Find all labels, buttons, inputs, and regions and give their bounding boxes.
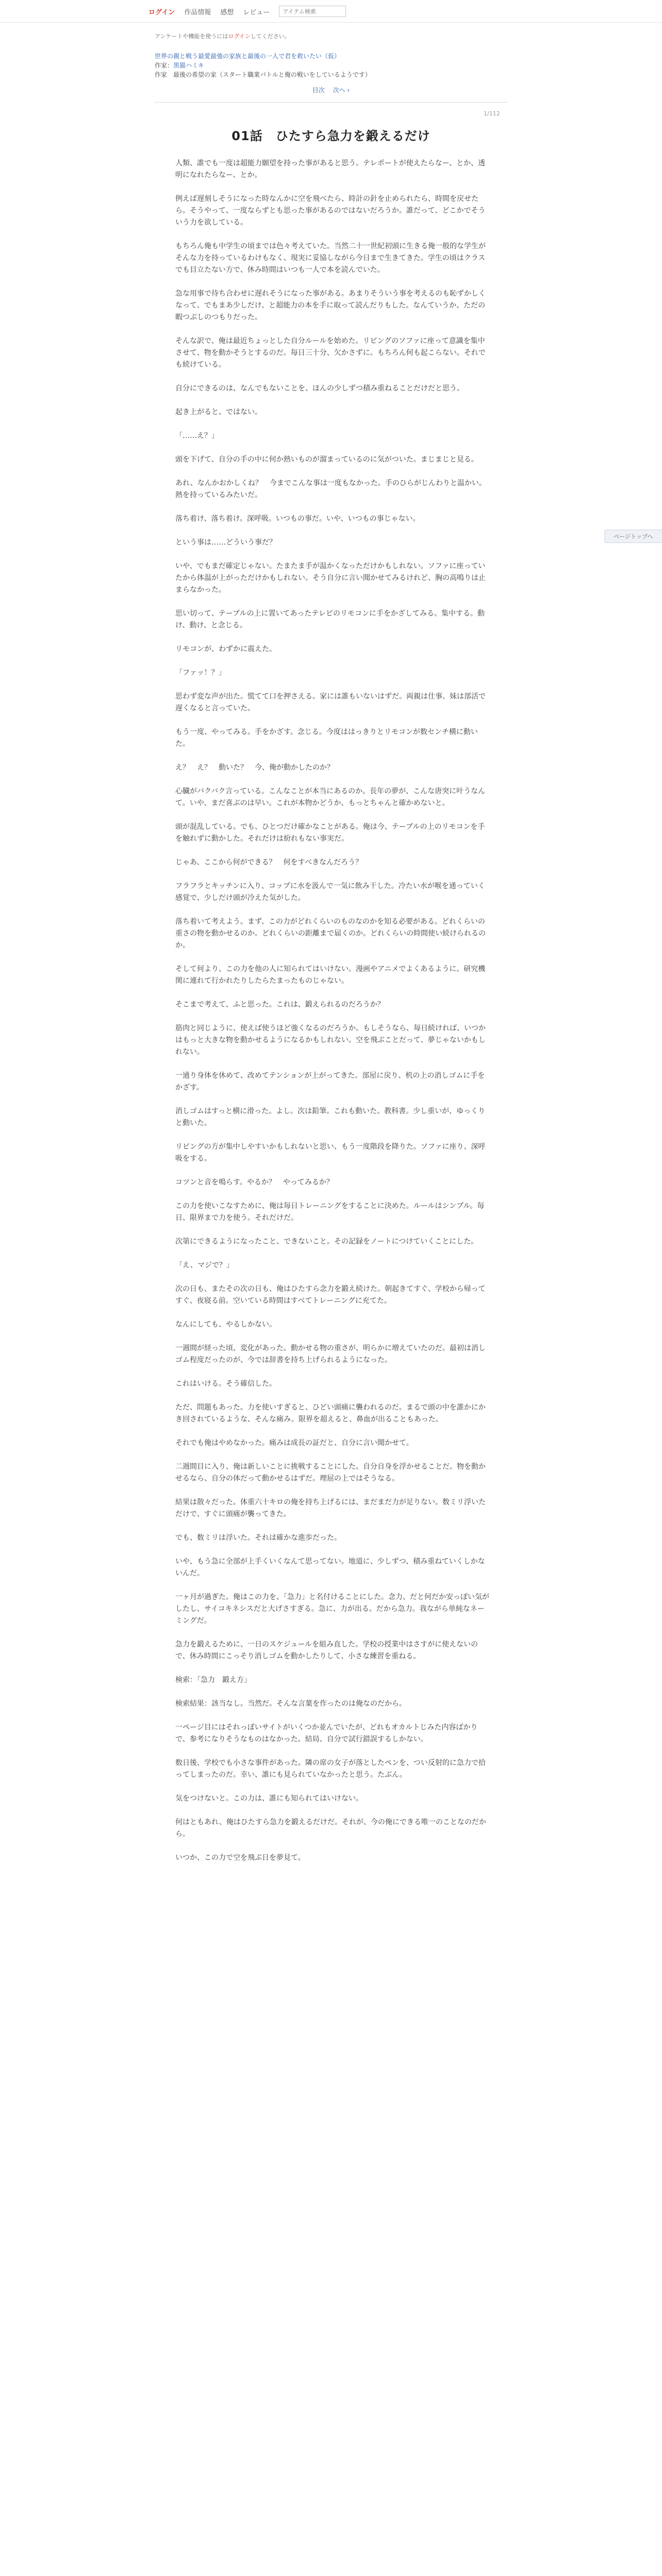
search-input[interactable]: [279, 6, 346, 17]
top-navigation-bar: [0, 0, 662, 23]
body-paragraph: 思い切って、テーブルの上に置いてあったテレビのリモコンに手をかざしてみる。集中する。動け、動け、と念じる。: [175, 609, 485, 630]
login-notice: [155, 32, 290, 40]
chapter-title: 01話 ひたすら急力を鍛えるだけ: [231, 129, 431, 143]
body-paragraph: 「え、マジで？」: [175, 1261, 234, 1269]
body-paragraph: 一週間が経った頃、変化があった。動かせる物の重さが、明らかに増えていたのだ。最初は消しゴム程度だったのが、今では辞書を持ち上げられるようになった。: [175, 1344, 486, 1364]
body-paragraph: でも、数ミリは浮いた。それは確かな進歩だった。: [175, 1534, 341, 1542]
body-paragraph: 急な用事で待ち合わせに遅れそうになった事がある。あまりそういう事を考えるのも恥ずかしくなって、でもまあ少しだけ、と超能力の本を手に取って読んだりもした。なんていうか、ただの暇つぶしのつもりだった。: [175, 290, 486, 321]
body-paragraph: 次第にできるようになったこと、できないこと。その記録をノートにつけていくことにした。: [175, 1238, 478, 1246]
work-author-line: [155, 61, 516, 70]
login-notice-prefix: アンケートや機能を使うには: [155, 33, 228, 40]
body-paragraph: 筋肉と同じように、使えば使うほど強くなるのだろうか。もしそうなら、毎日続ければ、いつかはもっと大きな物を動かせるようになるかもしれない。空を飛ぶことだって、夢じゃないかもしれない。: [175, 1024, 486, 1056]
body-paragraph: という事は……どういう事だ？: [175, 538, 276, 547]
body-paragraph: 一通り身体を休めて、改めてテンションが上がってきた。部屋に戻り、机の上の消しゴムに手をかざす。: [175, 1072, 485, 1092]
body-paragraph: そして何より、この力を他の人に知られてはいけない。漫画やアニメでよくあるように、研究機関に連れて行かれたりしたらたまったものじゃない。: [175, 965, 486, 985]
work-info-line: 作家 最後の希望の家（スタート職業バトルと俺の戦いをしているようです）: [155, 71, 371, 78]
body-paragraph: 一ページ目にはそれっぽいサイトがいくつか並んでいたが、どれもオカルトじみた内容ばかりで、参考になりそうなものはなかった。結局、自分で試行錯誤するしかない。: [175, 1723, 478, 1743]
table-of-contents-link[interactable]: 目次: [312, 87, 325, 94]
login-link[interactable]: ログイン: [148, 8, 175, 16]
body-paragraph: 検索結果：該当なし。当然だ。そんな言葉を作ったのは俺なのだから。: [175, 1700, 406, 1708]
body-paragraph: 頭が混乱している。でも、ひとつだけ確かなことがある。俺は今、テーブルの上のリモコンを手を触れずに動かした。それだけは紛れもない事実だ。: [175, 823, 485, 843]
body-paragraph: そんな訳で、俺は最近ちょっとした自分ルールを始めた。リビングのソファに座って意識を集中させて、物を動かそうとするのだ。毎日三十分、欠かさずに。もちろん何も起こらない。それでも続けている。: [175, 337, 486, 369]
body-paragraph: ただ、問題もあった。力を使いすぎると、ひどい頭痛に襲われるのだ。まるで頭の中を誰かにかき回されているような、そんな痛み。限界を超えると、鼻血が出ることもあった。: [175, 1403, 486, 1423]
chapter-pager: [0, 86, 662, 94]
body-paragraph: 気をつけないと。この力は、誰にも知られてはいけない。: [175, 1794, 363, 1803]
body-paragraph: 結果は散々だった。体重六十キロの俺を持ち上げるには、まだまだ力が足りない。数ミリ浮いただけで、すぐに頭痛が襲ってきた。: [175, 1498, 486, 1518]
body-paragraph: 思わず変な声が出た。慌てて口を押さえる。家には誰もいないはずだ。両親は仕事、妹は部活で遅くなると言っていた。: [175, 692, 486, 713]
body-paragraph: 「……え？」: [175, 432, 219, 440]
chapter-body: [175, 158, 490, 1876]
body-paragraph: もう一度、やってみる。手をかざす。念じる。今度ははっきりとリモコンが数センチ横に動いた。: [175, 728, 478, 748]
body-paragraph: 何はともあれ、俺はひたすら急力を鍛えるだけだ。それが、今の俺にできる唯一のことなのだから。: [175, 1818, 486, 1838]
login-notice-link[interactable]: ログイン: [228, 33, 251, 40]
nav-work-info[interactable]: 作品情報: [184, 8, 211, 16]
page-counter: 1/112: [484, 110, 500, 117]
header-divider: [155, 102, 507, 103]
top-navigation-items: [148, 4, 346, 19]
body-paragraph: そこまで考えて、ふと思った。これは、鍛えられるのだろうか？: [175, 1001, 385, 1009]
body-paragraph: 「ファッ！？」: [175, 669, 226, 677]
body-paragraph: なんにしても、やるしかない。: [175, 1320, 276, 1329]
body-paragraph: 数日後、学校でも小さな事件があった。隣の席の女子が落としたペンを、つい反射的に急力で拾ってしまったのだ。幸い、誰にも見られていなかったと思う。たぶん。: [175, 1759, 486, 1779]
body-paragraph: いや、でもまだ確定じゃない。たまたま手が温かくなっただけかもしれない。ソファに座っていたから体温が上がっただけかもしれない。そう自分に言い聞かせてみるけれど、胸の高鳴りは止まらなかった。: [175, 562, 486, 594]
work-header: [155, 52, 516, 79]
body-paragraph: 一ヶ月が過ぎた。俺はこの力を、「急力」と名付けることにした。念力、だと何だか安っぽい気がしたし、サイコキネシスだと大げさすぎる。急に、力が出る。だから急力。我ながら単純なネーミングだ。: [175, 1593, 489, 1625]
author-label: 作家：: [155, 62, 174, 69]
body-paragraph: 例えば遅刻しそうになった時なんかに空を飛べたら、時計の針を止められたら、時間を戻せたら。そうやって、一度ならずとも思った事があるのではないだろうか。誰だって、どこかでそういう力を欲している。: [175, 195, 486, 227]
body-paragraph: この力を使いこなすために、俺は毎日トレーニングをすることに決めた。ルールはシンプル。毎日、限界まで力を使う。それだけだ。: [175, 1202, 485, 1222]
body-paragraph: リモコンが、わずかに震えた。: [175, 645, 276, 653]
body-paragraph: それでも俺はやめなかった。痛みは成長の証だと、自分に言い聞かせて。: [175, 1439, 413, 1447]
login-notice-suffix: してください。: [250, 33, 290, 40]
body-paragraph: あれ、なんかおかしくね？ 今までこんな事は一度もなかった。手のひらがじんわりと温かい。熱を持っているみたいだ。: [175, 479, 486, 499]
body-paragraph: フラフラとキッチンに入り、コップに水を汲んで一気に飲み干した。冷たい水が喉を通っていく感覚で、少しだけ頭が冷えた気がした。: [175, 882, 485, 902]
work-title-link[interactable]: 世界の親と戦う最愛最強の家族と最後の一人で君を救いたい（仮）: [155, 53, 341, 60]
body-paragraph: 急力を鍛えるために、一日のスケジュールを組み直した。学校の授業中はさすがに使えないので、休み時間にこっそり消しゴムを動かしたりして、小さな練習を重ねる。: [175, 1640, 478, 1660]
page-top-button[interactable]: ページトップへ: [604, 530, 662, 543]
body-paragraph: じゃあ、ここから何ができる？ 何をすべきなんだろう？: [175, 858, 363, 867]
body-paragraph: 人類、誰でも一度は超能力願望を持った事があると思う。テレポートが使えたらなー、とか、透明になれたらなー、とか。: [175, 159, 486, 179]
body-paragraph: 頭を下げて、自分の手の中に何か熱いものが溜まっているのに気がついた。まじまじと見る。: [175, 455, 478, 464]
body-paragraph: いつか、この力で空を飛ぶ日を夢見て。: [175, 1854, 305, 1862]
body-paragraph: 落ち着いて考えよう。まず、この力がどれくらいのものなのかを知る必要がある。どれくらいの重さの物を動かせるのか。どれくらいの距離まで届くのか。どれくらいの時間使い続けられるのか。: [175, 918, 486, 950]
next-chapter-link[interactable]: 次へ ›: [333, 87, 350, 94]
body-paragraph: もちろん俺も中学生の頃までは色々考えていた。当然二十一世紀初頭に生きる俺一般的な学生がそんな力を持っているわけもなく、現実に妥協しながら今日まで生きてきた。学生の頃はクラスでも目立たない方で、休み時間はいつも一人で本を読んでいた。: [175, 242, 486, 274]
body-paragraph: 起き上がると、ではない。: [175, 408, 262, 416]
body-paragraph: コツンと音を鳴らす。やるか？ やってみるか？: [175, 1178, 334, 1187]
body-paragraph: 消しゴムはすっと横に滑った。よし。次は鉛筆。これも動いた。教科書。少し重いが、ゆっくりと動いた。: [175, 1107, 486, 1127]
body-paragraph: 検索：「急力 鍛え方」: [175, 1676, 251, 1684]
body-paragraph: 次の日も、またその次の日も、俺はひたすら念力を鍛え続けた。朝起きてすぐ、学校から帰ってすぐ、夜寝る前。空いている時間はすべてトレーニングに充てた。: [175, 1285, 486, 1305]
body-paragraph: これはいける。そう確信した。: [175, 1380, 276, 1388]
body-paragraph: 自分にできるのは、なんでもないことを、ほんの少しずつ積み重ねることだけだと思う。: [175, 384, 464, 393]
body-paragraph: いや、もう急に全部が上手くいくなんて思ってない。地道に、少しずつ、積み重ねていくしかないんだ。: [175, 1557, 485, 1578]
body-paragraph: 落ち着け、落ち着け。深呼吸。いつもの事だ。いや、いつもの事じゃない。: [175, 515, 420, 523]
body-paragraph: 心臓がバクバク言っている。こんなことが本当にあるのか。長年の夢が、こんな唐突に叶うなんて。いや、まだ喜ぶのは早い。これが本物かどうか、もっとちゃんと確かめないと。: [175, 787, 486, 807]
body-paragraph: 二週間目に入り、俺は新しいことに挑戦することにした。自分自身を浮かせることだ。物を動かせるなら、自分の体だって動かせるはずだ。理屈の上ではそうなる。: [175, 1463, 486, 1483]
nav-impressions[interactable]: 感想: [220, 8, 234, 16]
body-paragraph: リビングの方が集中しやすいかもしれないと思い、もう一度階段を降りた。ソファに座り、深呼吸をする。: [175, 1143, 486, 1163]
nav-reviews[interactable]: レビュー: [243, 8, 270, 16]
author-link[interactable]: 黒猫ハミキ: [173, 62, 205, 69]
body-paragraph: え？ え？ 動いた？ 今、俺が動かしたのか？: [175, 764, 334, 772]
